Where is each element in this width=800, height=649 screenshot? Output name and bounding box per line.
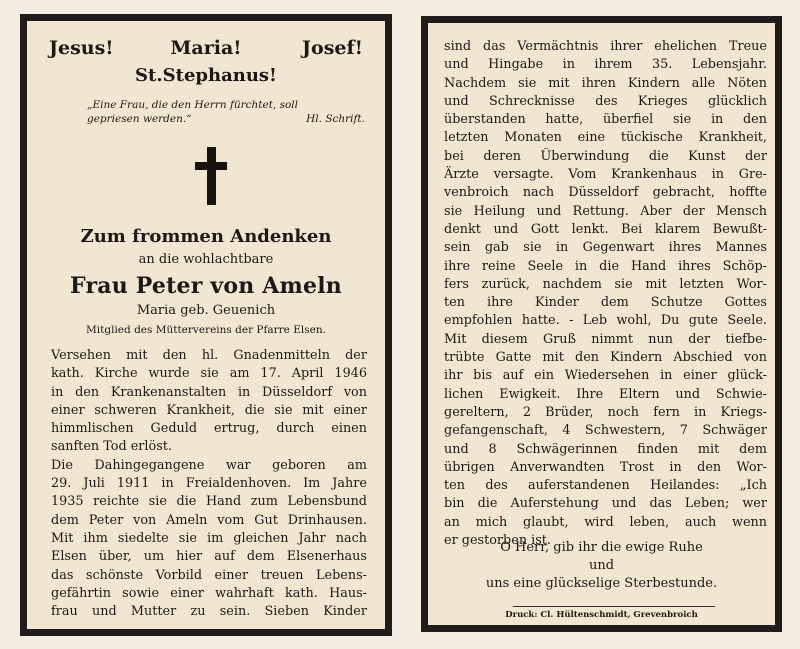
right-body-text xyxy=(444,38,767,550)
quote-line-1: „Eine Frau, die den Herrn fürchtet, soll xyxy=(87,99,299,111)
body-line: gefährtin sowie einer wahrhaft kath. Haus- xyxy=(51,585,367,601)
invocation-josef: Josef! xyxy=(302,37,363,59)
body-line: himmlischen Geduld ertrug, durch einen xyxy=(51,421,367,437)
body-line: Ärzte versagte. Vom Krankenhaus in Gre- xyxy=(444,167,767,183)
body-line: trübte Gatte mit den Kindern Abschied von xyxy=(444,350,767,366)
body-line: ihr bis auf ein Wiedersehen in einer glück- xyxy=(444,368,767,384)
body-line: das schönste Vorbild einer treuen Lebens- xyxy=(51,567,367,583)
memorial-subheading: an die wohlachtbare xyxy=(138,252,274,267)
body-line: sein gab sie in Gegenwart ihres Mannes xyxy=(444,240,767,256)
body-line: fers zurück, nachdem sie mit letzten Wor- xyxy=(444,276,767,292)
closing-line-2: und xyxy=(588,558,615,573)
maiden-name: Maria geb. Geuenich xyxy=(136,303,276,318)
quote-line-2: gepriesen werden.“ xyxy=(87,113,192,125)
closing-prayer xyxy=(428,539,775,593)
memorial-heading: Zum frommen Andenken xyxy=(80,226,332,247)
body-line: sind das Vermächtnis ihrer ehelichen Treue xyxy=(444,39,767,54)
body-line: einer schweren Krankheit, die sie mit einer xyxy=(51,402,367,418)
body-line: Die Dahingegangene war geboren am xyxy=(51,457,367,473)
body-line: bin die Auferstehung und das Leben; wer xyxy=(444,496,767,512)
invocation-jesus: Jesus! xyxy=(49,37,114,59)
body-line: ihre reine Seele in die Hand ihres Schöp- xyxy=(444,258,767,274)
body-line: Versehen mit den hl. Gnadenmitteln der xyxy=(51,348,367,363)
body-line: Nachdem sie mit ihren Kindern alle Nöten xyxy=(444,75,767,91)
left-body-text xyxy=(51,347,367,621)
printer-credit: Druck: Cl. Hültenschmidt, Grevenbroich xyxy=(505,610,698,620)
body-line: Mit diesem Gruß nimmt nun der tiefbe- xyxy=(444,331,767,347)
body-line: gereltern, 2 Brüder, noch fern in Kriegs- xyxy=(444,404,767,420)
closing-line-3: uns eine glückselige Sterbestunde. xyxy=(485,576,718,591)
printer-divider xyxy=(513,606,715,607)
quote-source: Hl. Schrift. xyxy=(306,113,365,125)
invocation-row xyxy=(49,37,363,61)
body-line: und Hingabe in ihrem 35. Lebensjahr. xyxy=(444,57,767,73)
body-line: dem Peter von Ameln vom Gut Drinhausen. xyxy=(51,512,367,528)
membership-note: Mitglied des Müttervereins der Pfarre Elsen. xyxy=(86,324,326,336)
body-line: ten des auferstandenen Heilandes: „Ich xyxy=(444,478,767,494)
invocation-maria: Maria! xyxy=(170,37,242,59)
closing-line-1: O Herr, gib ihr die ewige Ruhe xyxy=(500,540,703,555)
scripture-quote xyxy=(87,98,365,126)
body-line: empfohlen hatte. - Leb wohl, Du gute Seele. xyxy=(444,313,767,329)
body-line: sie Heilung und Rettung. Aber der Mensch xyxy=(444,203,767,219)
saint-invocation: St.Stephanus! xyxy=(135,65,277,86)
body-line: überstanden hatte, überfiel sie in den xyxy=(444,112,767,128)
deceased-name: Frau Peter von Ameln xyxy=(70,273,342,299)
body-line: frau und Mutter zu sein. Sieben Kinder xyxy=(51,604,367,620)
body-line: und Schrecknisse des Krieges glücklich xyxy=(444,93,767,109)
body-line: er gestorben ist. xyxy=(444,533,551,549)
left-panel xyxy=(20,14,392,636)
body-line: gefangenschaft, 4 Schwestern, 7 Schwäger xyxy=(444,423,767,439)
body-line: 1935 reichte sie die Hand zum Lebensbund xyxy=(51,494,367,510)
body-line: kath. Kirche wurde sie am 17. April 1946 xyxy=(51,366,367,382)
body-line: sanften Tod erlöst. xyxy=(51,439,172,455)
body-line: übrigen Anverwandten Trost in den Wor- xyxy=(444,459,767,475)
body-line: in den Krankenanstalten in Düsseldorf von xyxy=(51,384,367,400)
body-line: denkt und Gott lenkt. Bei klarem Bewußt- xyxy=(444,221,767,237)
cross-icon xyxy=(195,147,227,205)
body-line: Elsen über, um hier auf dem Elsenerhaus xyxy=(51,549,367,565)
body-line: lichen Ewigkeit. Ihre Eltern und Schwie- xyxy=(444,386,767,402)
body-line: bei deren Überwindung die Kunst der xyxy=(444,148,767,164)
body-line: letzten Monaten eine tückische Krankheit, xyxy=(444,130,767,146)
right-panel xyxy=(421,16,782,632)
body-line: ten ihre Kinder dem Schutze Gottes xyxy=(444,295,767,311)
body-line: venbroich nach Düsseldorf gebracht, hoffte xyxy=(444,185,767,201)
body-line: und 8 Schwägerinnen finden mit dem xyxy=(444,441,767,457)
body-line: Mit ihm siedelte sie im gleichen Jahr nach xyxy=(51,530,367,546)
body-line: an mich glaubt, wird leben, auch wenn xyxy=(444,514,767,530)
body-line: 29. Juli 1911 in Freialdenhoven. Im Jahre xyxy=(51,476,367,492)
